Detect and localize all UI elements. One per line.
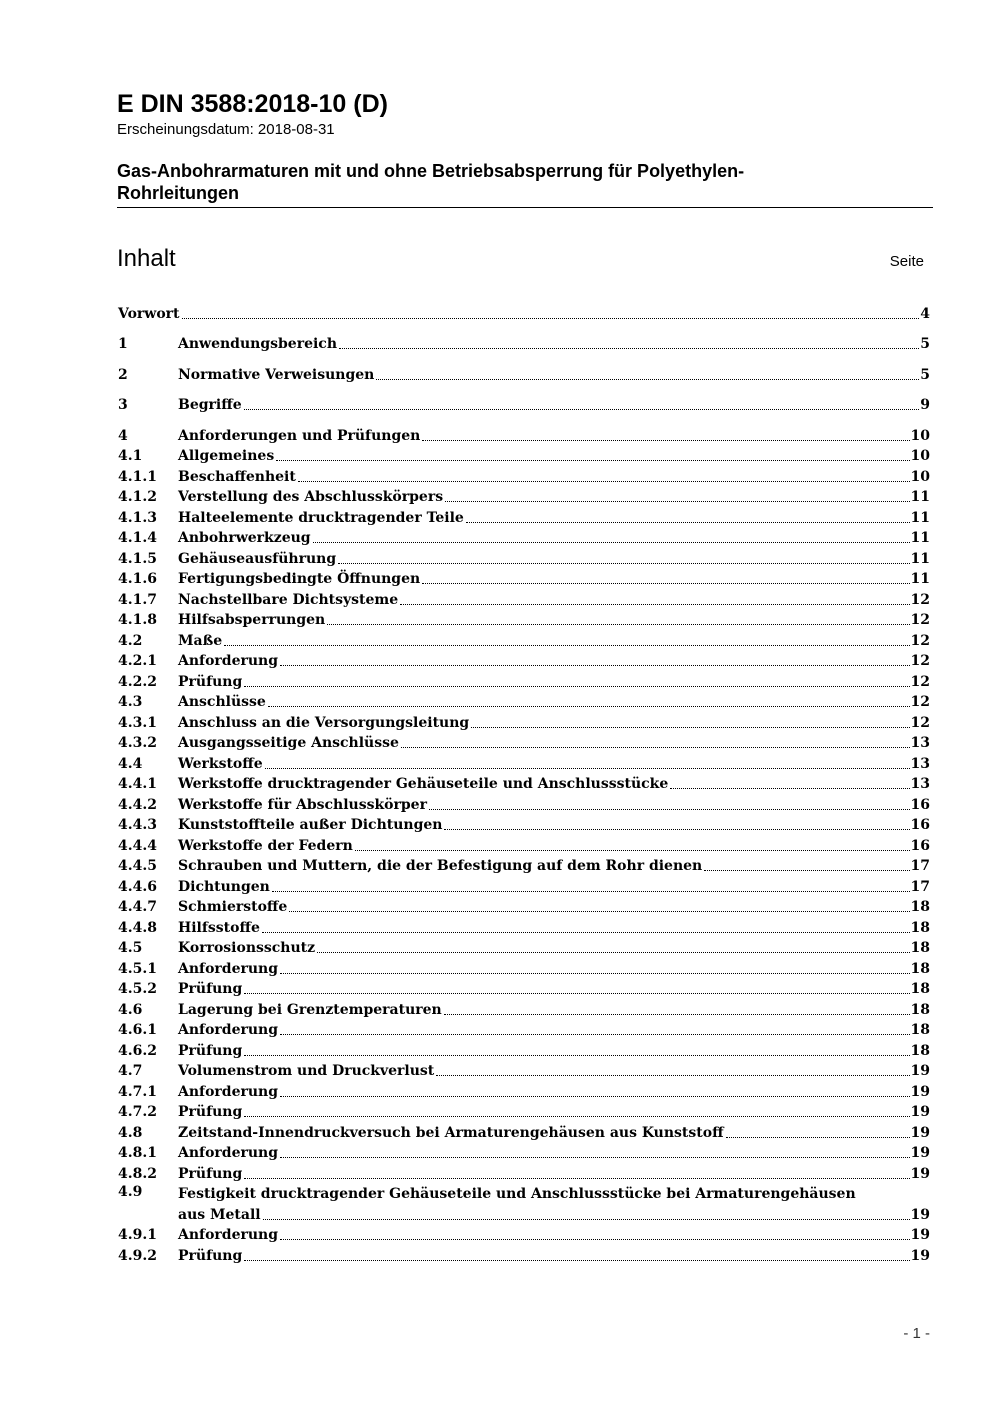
toc-entry-title: Werkstoffe drucktragender Gehäuseteile und Anschlussstücke bbox=[178, 776, 669, 792]
toc-entry-page: 13 bbox=[910, 776, 930, 792]
toc-leader-dots bbox=[444, 829, 909, 830]
toc-entry[interactable] bbox=[118, 1163, 930, 1184]
toc-entry[interactable] bbox=[118, 1245, 930, 1266]
toc-entry-number: 4.1.1 bbox=[118, 468, 157, 485]
toc-leader-dots bbox=[280, 665, 910, 666]
toc-leader-dots bbox=[244, 1116, 909, 1117]
toc-entry[interactable] bbox=[118, 528, 930, 549]
toc-entry-page: 17 bbox=[910, 878, 930, 895]
toc-entry-number: 4.5.2 bbox=[118, 981, 157, 997]
toc-entry-page: 12 bbox=[910, 653, 930, 669]
toc-entry-page: 10 bbox=[910, 448, 930, 464]
toc-entry-page: 9 bbox=[920, 397, 930, 413]
toc-entry-title: Dichtungen bbox=[178, 878, 270, 895]
toc-entry-page: 18 bbox=[910, 981, 930, 997]
toc-entry-number: 4.1 bbox=[118, 448, 143, 464]
document-code: E DIN 3588:2018-10 (D) bbox=[117, 90, 388, 118]
toc-entry-number: 4.5 bbox=[118, 940, 143, 956]
toc-entry[interactable] bbox=[118, 712, 930, 733]
toc-entry[interactable] bbox=[118, 425, 930, 446]
toc-leader-dots bbox=[280, 1157, 910, 1158]
toc-entry-title: Schrauben und Muttern, die der Befestigung auf dem Rohr dienen bbox=[178, 858, 703, 874]
toc-entry-title-rest: aus Metall bbox=[178, 1206, 261, 1223]
toc-leader-dots bbox=[280, 973, 910, 974]
toc-entry-number: 4.4.2 bbox=[118, 796, 157, 813]
toc-leader-dots bbox=[466, 522, 910, 523]
toc-entry-number: 4.1.3 bbox=[118, 509, 157, 526]
toc-entry-number: 1 bbox=[118, 336, 128, 352]
toc-entry-title: Festigkeit drucktragender Gehäuseteile und Anschlussstücke bei Armaturengehäusen bbox=[178, 1185, 856, 1202]
toc-entry[interactable] bbox=[118, 835, 930, 856]
toc-entry-number: 4.4.1 bbox=[118, 776, 157, 792]
toc-entry-title: Anforderung bbox=[178, 1083, 278, 1100]
toc-entry[interactable] bbox=[118, 733, 930, 754]
toc-entry-page: 18 bbox=[910, 1001, 930, 1018]
toc-entry[interactable] bbox=[118, 507, 930, 528]
toc-leader-dots bbox=[224, 645, 909, 646]
toc-entry-page: 11 bbox=[910, 571, 930, 587]
toc-leader-dots bbox=[268, 706, 910, 707]
toc-entry-title: Maße bbox=[178, 632, 223, 649]
document-title-line1: Gas-Anbohrarmaturen mit und ohne Betriebsabsperrung für Polyethylen- bbox=[117, 161, 745, 181]
toc-entry-page: 12 bbox=[910, 612, 930, 628]
toc-entry-page: 16 bbox=[910, 837, 930, 854]
toc-entry-title: Nachstellbare Dichtsysteme bbox=[178, 591, 399, 608]
toc-entry-page: 18 bbox=[910, 919, 930, 936]
toc-entry-number: 4.1.7 bbox=[118, 591, 157, 608]
toc-entry[interactable] bbox=[118, 1102, 930, 1123]
toc-entry-title: Prüfung bbox=[178, 1042, 243, 1059]
toc-entry-page: 13 bbox=[910, 735, 930, 751]
toc-entry[interactable] bbox=[118, 1225, 930, 1246]
toc-leader-dots bbox=[422, 583, 909, 584]
toc-entry-number: 4.3 bbox=[118, 694, 143, 710]
toc-entry-title: Prüfung bbox=[178, 1247, 243, 1264]
toc-entry-number: 4.4 bbox=[118, 755, 143, 772]
toc-leader-dots bbox=[182, 318, 920, 319]
toc-entry-page: 12 bbox=[910, 632, 930, 649]
toc-entry-title: Vorwort bbox=[118, 305, 180, 322]
toc-entry-page: 4 bbox=[920, 305, 930, 322]
toc-entry-title: Lagerung bei Grenztemperaturen bbox=[178, 1001, 442, 1018]
toc-entry[interactable] bbox=[118, 938, 930, 959]
toc-entry[interactable] bbox=[118, 999, 930, 1020]
toc-entry[interactable] bbox=[118, 487, 930, 508]
toc-entry[interactable] bbox=[118, 364, 930, 385]
toc-entry-title: Normative Verweisungen bbox=[178, 366, 375, 383]
toc-entry-title: Hilfsabsperrungen bbox=[178, 612, 326, 628]
toc-entry-number: 4.2 bbox=[118, 632, 143, 649]
toc-leader-dots bbox=[244, 1178, 909, 1179]
toc-leader-dots bbox=[263, 1219, 910, 1220]
toc-heading: Inhalt bbox=[117, 245, 176, 272]
toc-entry[interactable] bbox=[118, 692, 930, 713]
toc-entry-number: 4.4.8 bbox=[118, 919, 157, 936]
toc-entry-title: Schmierstoffe bbox=[178, 899, 288, 915]
toc-entry-title: Werkstoffe für Abschlusskörper bbox=[178, 796, 427, 813]
toc-entry-number: 4.2.1 bbox=[118, 653, 157, 669]
toc-entry[interactable] bbox=[118, 794, 930, 815]
toc-entry-page: 18 bbox=[910, 1042, 930, 1059]
toc-entry-title: Werkstoffe bbox=[178, 755, 263, 772]
toc-entry-number: 4.1.8 bbox=[118, 612, 157, 628]
toc-entry-title: Anwendungsbereich bbox=[178, 336, 337, 352]
toc-entry-title: Allgemeines bbox=[178, 448, 275, 464]
toc-entry-number: 4.4.7 bbox=[118, 899, 157, 915]
toc-entry-page: 18 bbox=[910, 1022, 930, 1038]
toc-entry-number: 4.4.5 bbox=[118, 858, 157, 874]
toc-leader-dots bbox=[422, 440, 909, 441]
toc-entry-page: 11 bbox=[910, 509, 930, 526]
toc-entry[interactable] bbox=[118, 548, 930, 569]
toc-entry-title: Fertigungsbedingte Öffnungen bbox=[178, 571, 421, 587]
toc-entry-number: 4.7.1 bbox=[118, 1083, 157, 1100]
toc-entry-number: 4.9.1 bbox=[118, 1227, 157, 1243]
table-of-contents bbox=[118, 303, 930, 1266]
toc-entry-page: 19 bbox=[910, 1165, 930, 1182]
toc-entry[interactable] bbox=[118, 876, 930, 897]
toc-entry-title: Anforderung bbox=[178, 1022, 278, 1038]
toc-entry-title: Prüfung bbox=[178, 673, 243, 690]
toc-entry-page: 11 bbox=[910, 530, 930, 546]
toc-leader-dots bbox=[327, 624, 909, 625]
toc-entry-page: 19 bbox=[910, 1145, 930, 1161]
toc-leader-dots bbox=[670, 788, 909, 789]
publication-date: Erscheinungsdatum: 2018-08-31 bbox=[117, 121, 335, 138]
toc-leader-dots bbox=[265, 768, 910, 769]
toc-entry-title-continued bbox=[178, 1204, 930, 1225]
toc-entry[interactable] bbox=[118, 856, 930, 877]
toc-leader-dots bbox=[444, 1014, 910, 1015]
toc-entry-title: Anschluss an die Versorgungsleitung bbox=[178, 714, 470, 731]
toc-entry-page: 11 bbox=[910, 489, 930, 505]
toc-leader-dots bbox=[298, 481, 910, 482]
toc-entry-page: 12 bbox=[910, 673, 930, 690]
document-title bbox=[117, 160, 933, 208]
toc-entry-page: 19 bbox=[910, 1227, 930, 1243]
toc-entry-body bbox=[178, 1184, 930, 1225]
toc-entry-title: Begriffe bbox=[178, 397, 242, 413]
toc-entry[interactable] bbox=[118, 753, 930, 774]
toc-entry-number: 4 bbox=[118, 427, 128, 444]
toc-leader-dots bbox=[244, 1055, 909, 1056]
toc-entry-number: 4.4.3 bbox=[118, 817, 157, 833]
toc-entry[interactable] bbox=[118, 466, 930, 487]
toc-entry-title: Ausgangsseitige Anschlüsse bbox=[178, 735, 399, 751]
toc-entry-number: 4.6 bbox=[118, 1001, 143, 1018]
toc-entry[interactable] bbox=[118, 1061, 930, 1082]
toc-entry-title: Halteelemente drucktragender Teile bbox=[178, 509, 464, 526]
toc-entry[interactable] bbox=[118, 671, 930, 692]
toc-entry-title: Verstellung des Abschlusskörpers bbox=[178, 489, 444, 505]
toc-entry[interactable] bbox=[118, 334, 930, 355]
toc-entry-title: Anforderung bbox=[178, 1145, 278, 1161]
toc-entry-number: 4.8 bbox=[118, 1124, 143, 1141]
toc-entry-page: 12 bbox=[910, 714, 930, 731]
toc-leader-dots bbox=[376, 379, 919, 380]
toc-leader-dots bbox=[401, 747, 910, 748]
toc-leader-dots bbox=[355, 850, 910, 851]
toc-entry-number: 3 bbox=[118, 397, 128, 413]
toc-entry-page: 19 bbox=[910, 1063, 930, 1079]
toc-entry[interactable] bbox=[118, 1122, 930, 1143]
toc-entry-title: Kunststoffteile außer Dichtungen bbox=[178, 817, 443, 833]
toc-entry-page: 18 bbox=[910, 899, 930, 915]
toc-entry-page: 10 bbox=[910, 468, 930, 485]
toc-entry[interactable] bbox=[118, 979, 930, 1000]
toc-entry-title: Prüfung bbox=[178, 1104, 243, 1120]
toc-entry-number: 4.8.1 bbox=[118, 1145, 157, 1161]
toc-entry-page: 5 bbox=[920, 336, 930, 352]
toc-entry-title: Anforderung bbox=[178, 1227, 278, 1243]
toc-leader-dots bbox=[445, 501, 909, 502]
toc-leader-dots bbox=[280, 1239, 910, 1240]
toc-entry[interactable] bbox=[118, 774, 930, 795]
toc-entry[interactable] bbox=[118, 1081, 930, 1102]
toc-leader-dots bbox=[436, 1075, 909, 1076]
toc-entry[interactable] bbox=[118, 897, 930, 918]
toc-entry[interactable] bbox=[118, 1184, 930, 1225]
toc-entry[interactable] bbox=[118, 446, 930, 467]
toc-entry-page: 5 bbox=[920, 366, 930, 383]
toc-entry-page: 18 bbox=[910, 940, 930, 956]
toc-entry-title: Werkstoffe der Federn bbox=[178, 837, 353, 854]
toc-leader-dots bbox=[317, 952, 909, 953]
toc-entry-page: 17 bbox=[910, 858, 930, 874]
toc-leader-dots bbox=[280, 1034, 910, 1035]
toc-entry-number: 4.8.2 bbox=[118, 1165, 157, 1182]
toc-entry-page: 11 bbox=[910, 550, 930, 567]
toc-leader-dots bbox=[244, 409, 920, 410]
toc-entry-number: 4.4.4 bbox=[118, 837, 157, 854]
toc-entry-title: Beschaffenheit bbox=[178, 468, 296, 485]
toc-entry[interactable] bbox=[118, 1020, 930, 1041]
toc-entry-title: Anforderung bbox=[178, 960, 278, 977]
toc-entry-page: 10 bbox=[910, 427, 930, 444]
toc-entry-number: 4.6.2 bbox=[118, 1042, 157, 1059]
toc-leader-dots bbox=[339, 348, 919, 349]
toc-entry[interactable] bbox=[118, 1143, 930, 1164]
toc-entry-number: 4.3.2 bbox=[118, 735, 157, 751]
toc-entry-number: 4.7.2 bbox=[118, 1104, 157, 1120]
toc-entry-page: 19 bbox=[910, 1124, 930, 1141]
toc-entry[interactable] bbox=[118, 589, 930, 610]
toc-entry[interactable] bbox=[118, 1040, 930, 1061]
toc-entry-title: Anforderungen und Prüfungen bbox=[178, 427, 421, 444]
toc-entry-title: Gehäuseausführung bbox=[178, 550, 337, 567]
toc-entry-page: 18 bbox=[910, 960, 930, 977]
toc-leader-dots bbox=[313, 542, 910, 543]
toc-entry-page: 16 bbox=[910, 817, 930, 833]
toc-entry[interactable] bbox=[118, 651, 930, 672]
toc-leader-dots bbox=[244, 993, 909, 994]
toc-entry-number: 4.1.6 bbox=[118, 571, 157, 587]
toc-entry-page: 16 bbox=[910, 796, 930, 813]
toc-entry-number: 4.1.2 bbox=[118, 489, 157, 505]
toc-entry[interactable] bbox=[118, 917, 930, 938]
toc-entry-page: 19 bbox=[910, 1206, 930, 1223]
toc-entry-number: 4.9 bbox=[118, 1183, 143, 1200]
toc-entry-title: Anbohrwerkzeug bbox=[178, 530, 311, 546]
toc-leader-dots bbox=[429, 809, 910, 810]
toc-entry[interactable] bbox=[118, 815, 930, 836]
toc-page-label: Seite bbox=[889, 253, 924, 270]
toc-leader-dots bbox=[272, 891, 910, 892]
toc-entry[interactable] bbox=[118, 569, 930, 590]
toc-entry-number: 4.1.5 bbox=[118, 550, 157, 567]
toc-entry-number: 4.6.1 bbox=[118, 1022, 157, 1038]
toc-leader-dots bbox=[244, 686, 909, 687]
toc-entry[interactable] bbox=[118, 630, 930, 651]
toc-entry-page: 19 bbox=[910, 1247, 930, 1264]
toc-leader-dots bbox=[338, 563, 909, 564]
toc-leader-dots bbox=[262, 932, 910, 933]
toc-entry-page: 12 bbox=[910, 694, 930, 710]
toc-entry-number: 4.3.1 bbox=[118, 714, 157, 731]
toc-entry-number: 4.1.4 bbox=[118, 530, 157, 546]
page-number: - 1 - bbox=[903, 1325, 930, 1342]
toc-entry[interactable] bbox=[118, 958, 930, 979]
toc-leader-dots bbox=[276, 460, 909, 461]
toc-leader-dots bbox=[704, 870, 909, 871]
toc-entry[interactable] bbox=[118, 395, 930, 416]
toc-entry-title: Prüfung bbox=[178, 1165, 243, 1182]
toc-entry-number: 2 bbox=[118, 366, 128, 383]
toc-entry-title: Zeitstand-Innendruckversuch bei Armaturengehäusen aus Kunststoff bbox=[178, 1124, 724, 1141]
toc-entry-title: Korrosionsschutz bbox=[178, 940, 316, 956]
document-title-line2: Rohrleitungen bbox=[117, 183, 239, 203]
toc-entry-title: Prüfung bbox=[178, 981, 243, 997]
toc-leader-dots bbox=[244, 1260, 909, 1261]
toc-entry-page: 19 bbox=[910, 1104, 930, 1120]
toc-entry-number: 4.4.6 bbox=[118, 878, 157, 895]
toc-leader-dots bbox=[289, 911, 909, 912]
toc-leader-dots bbox=[726, 1137, 910, 1138]
toc-entry-page: 12 bbox=[910, 591, 930, 608]
toc-entry-page: 19 bbox=[910, 1083, 930, 1100]
toc-entry-page: 13 bbox=[910, 755, 930, 772]
toc-leader-dots bbox=[471, 727, 909, 728]
toc-leader-dots bbox=[400, 604, 909, 605]
toc-entry-title: Volumenstrom und Druckverlust bbox=[178, 1063, 435, 1079]
toc-entry[interactable] bbox=[118, 610, 930, 631]
toc-leader-dots bbox=[280, 1096, 910, 1097]
toc-entry-title: Hilfsstoffe bbox=[178, 919, 260, 936]
toc-entry-number: 4.7 bbox=[118, 1063, 143, 1079]
toc-entry-title: Anschlüsse bbox=[178, 694, 266, 710]
toc-entry[interactable] bbox=[118, 303, 930, 324]
toc-entry-number: 4.2.2 bbox=[118, 673, 157, 690]
toc-entry-number: 4.9.2 bbox=[118, 1247, 157, 1264]
toc-entry-title: Anforderung bbox=[178, 653, 278, 669]
toc-entry-number: 4.5.1 bbox=[118, 960, 157, 977]
